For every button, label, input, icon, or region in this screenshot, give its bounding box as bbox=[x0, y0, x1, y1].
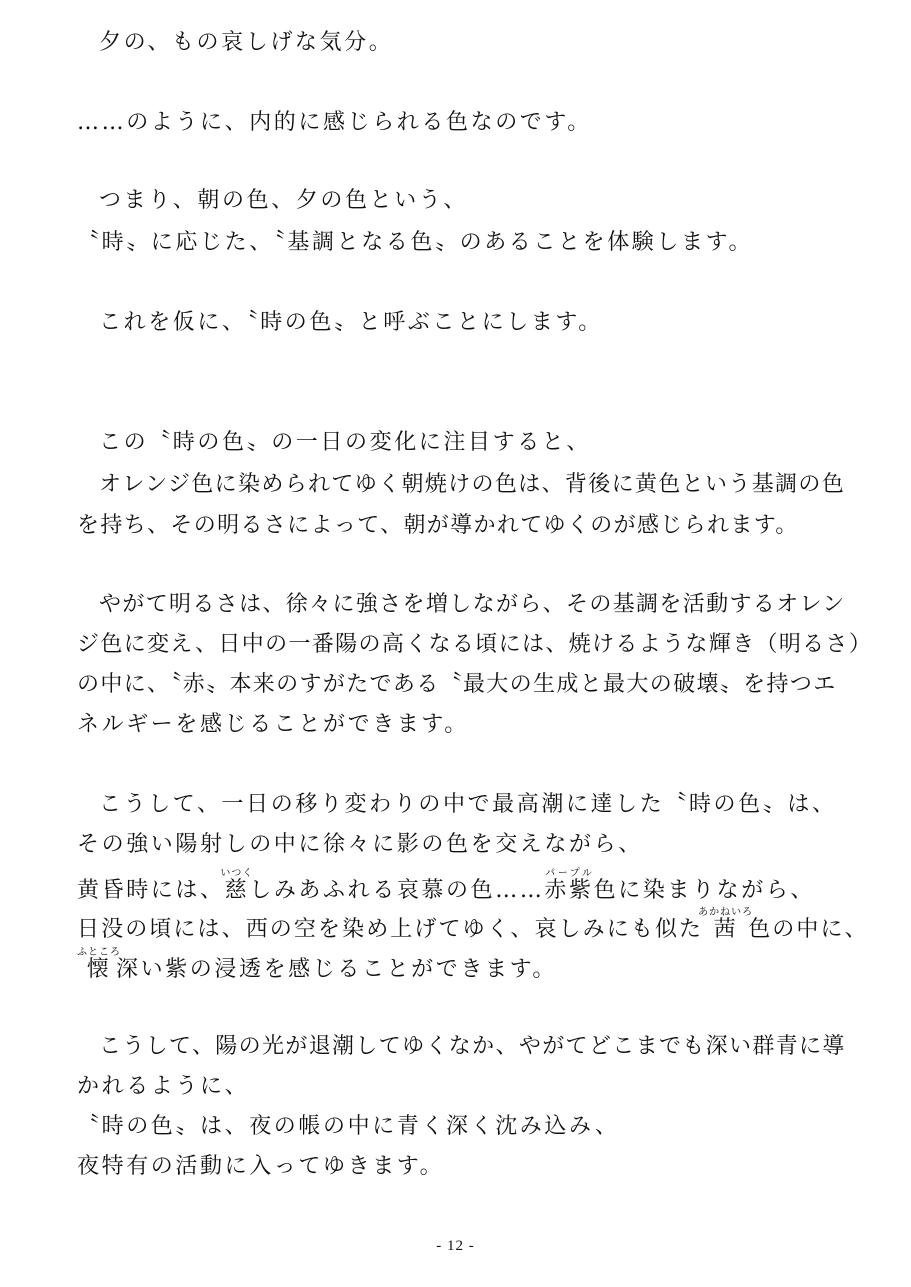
text-segment: 深い紫の浸透を感じることができます。 bbox=[115, 957, 558, 982]
ruby-reading: パープル bbox=[544, 868, 594, 879]
text-line: ネルギーを感じることができます。 bbox=[77, 712, 469, 737]
text-segment: 色の中に、 bbox=[748, 917, 869, 942]
text-line: つまり、朝の色、夕の色という、 bbox=[99, 188, 469, 213]
text-line: 夜特有の活動に入ってゆきます。 bbox=[77, 1154, 445, 1179]
text-segment: 色に染まりながら、 bbox=[593, 878, 816, 903]
text-line: オレンジ色に染められてゆく朝焼けの色は、背後に黄色という基調の色 bbox=[99, 472, 846, 497]
text-line: ジ色に変え、日中の一番陽の高くなる頃には、焼けるような輝き（明るさ） bbox=[77, 632, 873, 657]
ruby-annotation bbox=[220, 868, 254, 903]
text-line: この〝時の色〟の一日の変化に注目すると、 bbox=[99, 430, 592, 455]
text-line: 〝時〟に応じた、〝基調となる色〟のあることを体験します。 bbox=[77, 230, 754, 255]
text-line: の中に、〝赤〟本来のすがたである〝最大の生成と最大の破壊〟を持つエ bbox=[77, 672, 837, 697]
text-line-with-ruby bbox=[77, 947, 557, 985]
ruby-reading: いつく bbox=[220, 868, 254, 879]
text-segment: しみあふれる哀慕の色…… bbox=[249, 878, 545, 903]
ruby-annotation bbox=[544, 868, 594, 903]
ruby-reading: あかねいろ bbox=[698, 907, 754, 918]
ruby-base: 茜 bbox=[698, 917, 754, 942]
ruby-annotation bbox=[77, 947, 121, 982]
text-line: を持ち、その明るさによって、朝が導かれてゆくのが感じられます。 bbox=[77, 513, 799, 538]
text-line-with-ruby bbox=[77, 868, 815, 906]
text-line: かれるように、 bbox=[77, 1074, 250, 1099]
page-number: - 12 - bbox=[436, 1238, 475, 1254]
text-line: その強い陽射しの中に徐々に影の色を交えながら、 bbox=[77, 832, 643, 857]
ruby-base: 慈 bbox=[220, 878, 254, 903]
text-segment: 黄昏時には、 bbox=[77, 878, 225, 903]
text-line: 夕の、もの哀しげな気分。 bbox=[99, 30, 394, 55]
ruby-reading: ふところ bbox=[77, 947, 121, 958]
text-line: 〝時の色〟は、夜の帳の中に青く深く沈み込み、 bbox=[77, 1114, 620, 1139]
ruby-base: 赤紫 bbox=[544, 878, 594, 903]
ruby-base: 懐 bbox=[77, 957, 121, 982]
text-line: こうして、一日の移り変わりの中で最高潮に達した〝時の色〟は、 bbox=[99, 792, 837, 817]
ruby-annotation bbox=[698, 907, 754, 942]
text-segment: 日没の頃には、西の空を染め上げてゆく、哀しみにも似た bbox=[77, 917, 704, 942]
text-line-with-ruby bbox=[77, 907, 869, 945]
text-line: これを仮に、〝時の色〟と呼ぶことにします。 bbox=[99, 310, 603, 335]
text-line: やがて明るさは、徐々に強さを増しながら、その基調を活動するオレン bbox=[99, 592, 846, 617]
text-line: こうして、陽の光が退潮してゆくなか、やがてどこまでも深い群青に導 bbox=[99, 1034, 846, 1059]
text-line: ……のように、内的に感じられる色なのです。 bbox=[77, 110, 592, 135]
